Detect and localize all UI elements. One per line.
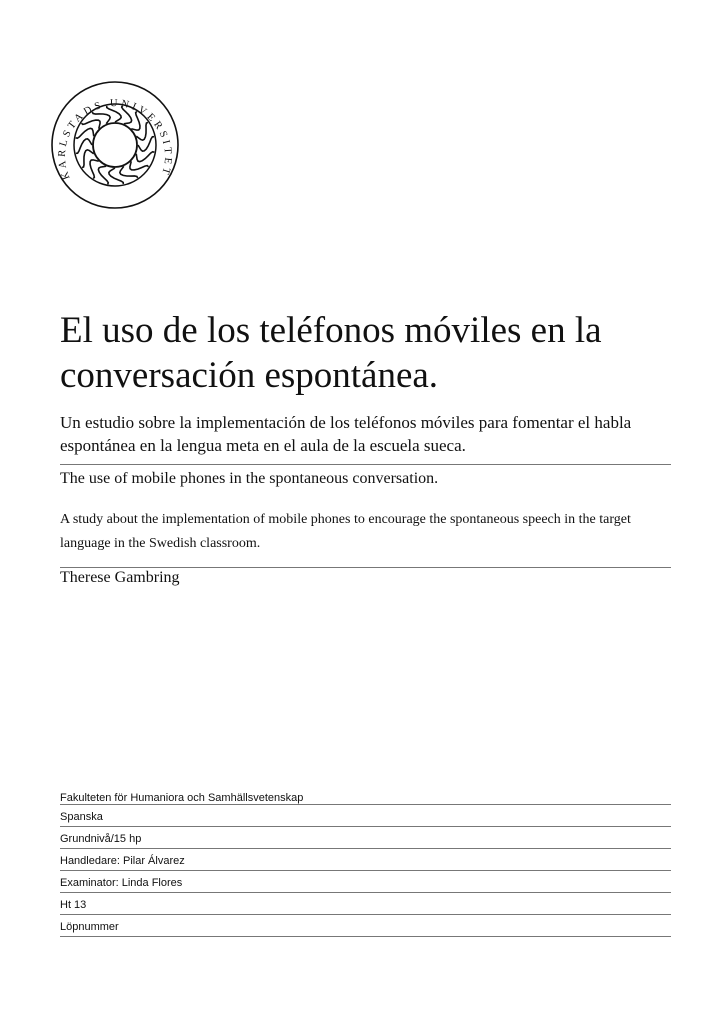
info-row-supervisor bbox=[60, 849, 671, 871]
info-text: Spanska bbox=[60, 811, 103, 823]
sun-ray bbox=[120, 166, 138, 178]
info-row-serial-number bbox=[60, 915, 671, 937]
english-subtitle: A study about the implementation of mobile phones to encourage the spontaneous speech in the target language in the Swedish classroom. bbox=[60, 512, 631, 551]
info-text: Löpnummer bbox=[60, 921, 119, 933]
author-name: Therese Gambring bbox=[60, 569, 180, 586]
info-row-subject bbox=[60, 805, 671, 827]
info-row-level bbox=[60, 827, 671, 849]
sun-ray bbox=[130, 161, 149, 170]
sun-ray bbox=[82, 150, 94, 168]
info-text: Ht 13 bbox=[60, 899, 87, 911]
info-text: Fakulteten för Humaniora och Samhällsvetenskap bbox=[60, 792, 304, 804]
divider bbox=[60, 567, 671, 568]
info-text: Grundnivå/15 hp bbox=[60, 833, 142, 845]
sun-ray bbox=[92, 112, 110, 124]
university-seal-logo bbox=[50, 80, 180, 210]
sun-ray bbox=[136, 152, 154, 162]
divider bbox=[60, 464, 671, 465]
info-row-examiner bbox=[60, 871, 671, 893]
sun-ray bbox=[90, 160, 99, 179]
sun-ray bbox=[98, 166, 108, 184]
thesis-subtitle: Un estudio sobre la implementación de los teléfonos móviles para fomentar el habla espontánea en la lengua meta en el aula de la escuela sueca. bbox=[60, 413, 632, 455]
english-title: The use of mobile phones in the spontaneous conversation. bbox=[60, 470, 439, 487]
info-text: Handledare: Pilar Álvarez bbox=[60, 855, 185, 867]
info-row-faculty bbox=[60, 789, 671, 805]
sun-ray bbox=[76, 128, 94, 138]
info-row-term bbox=[60, 893, 671, 915]
sun-ray bbox=[81, 120, 100, 129]
sun-ray bbox=[136, 122, 148, 140]
info-text: Examinator: Linda Flores bbox=[60, 877, 183, 889]
thesis-title: El uso de los teléfonos móviles en la conversación espontánea. bbox=[60, 310, 602, 396]
seal-text: KARLSTADS UNIVERSITET bbox=[56, 98, 174, 181]
thesis-info-table bbox=[60, 789, 671, 937]
